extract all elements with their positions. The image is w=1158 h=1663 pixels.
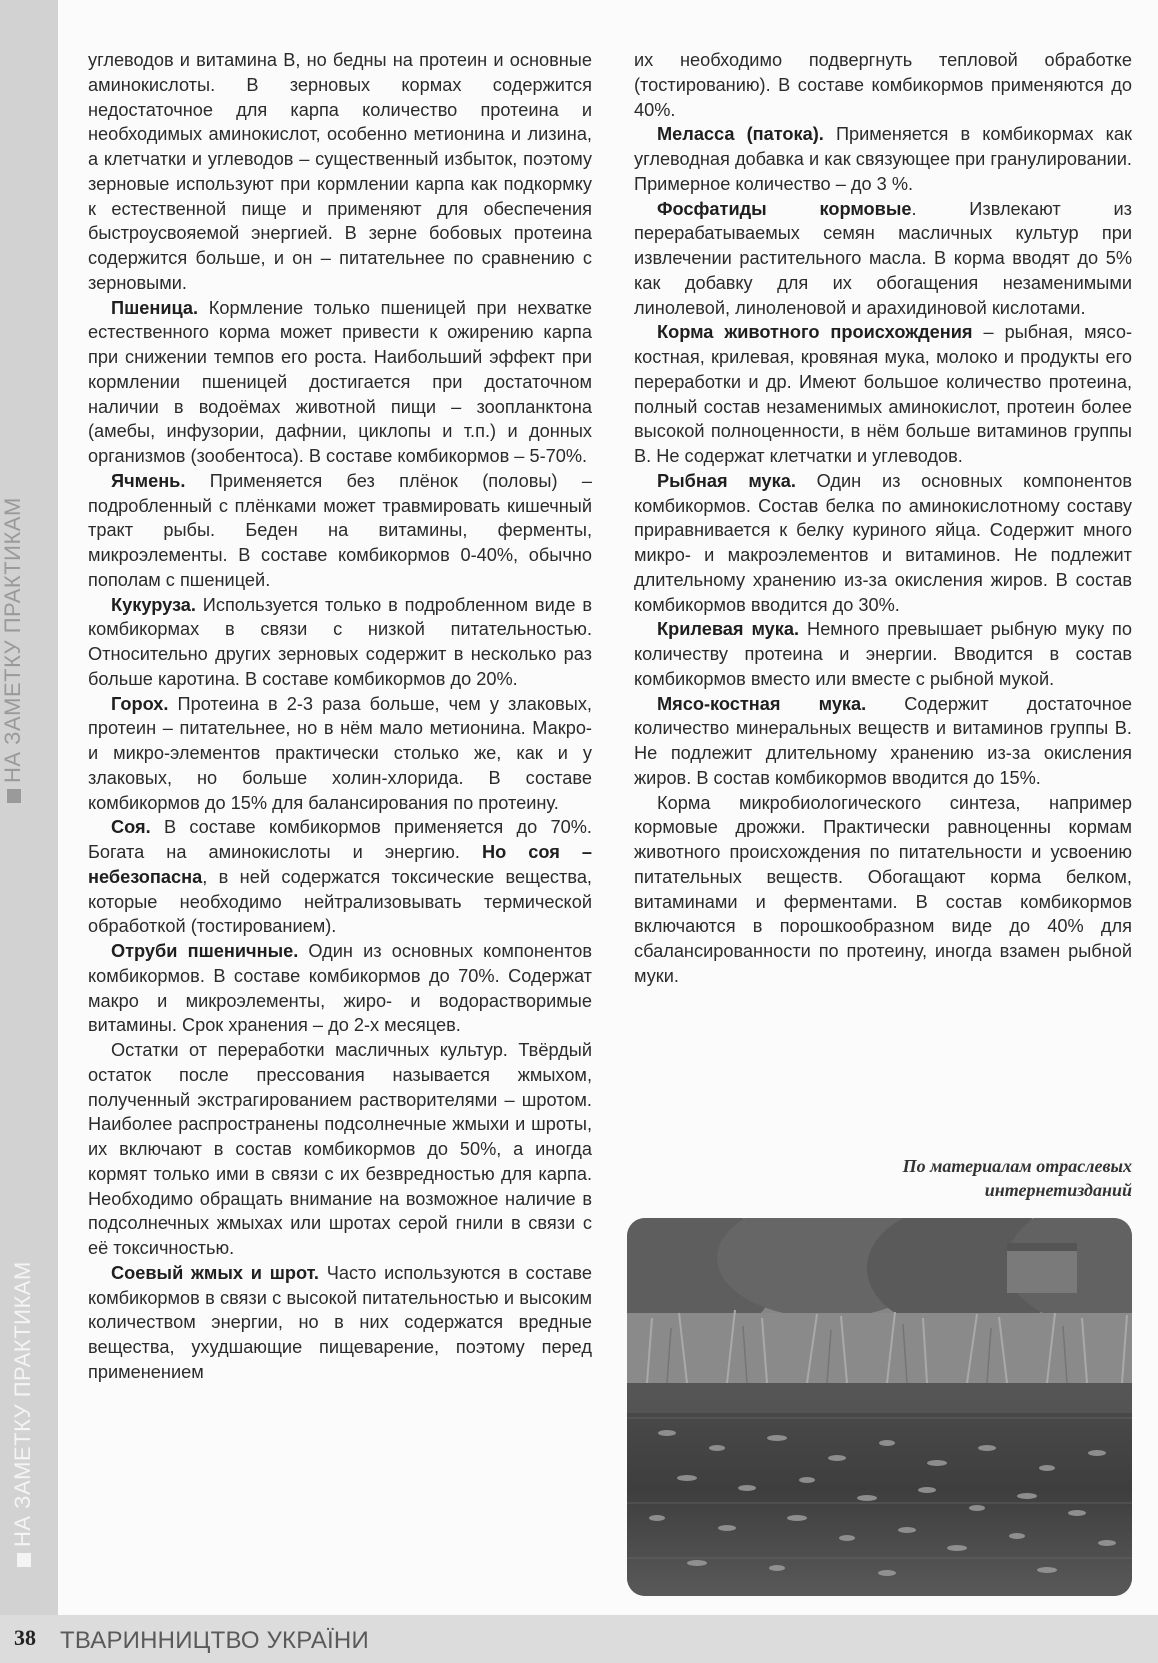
paragraph-heading: Фосфатиды кормовые bbox=[657, 198, 912, 219]
paragraph-heading: Соевый жмых и шрот. bbox=[111, 1262, 319, 1283]
paragraph: Мясо-костная мука. Содержит достаточное количество минеральных веществ и витаминов группы В. Не подлежит длительному хранению из-за окисления жиров. В состав комбикормов вводится до 15%. bbox=[634, 693, 1132, 788]
paragraph-heading: Горох. bbox=[111, 693, 169, 714]
paragraph: Ячмень. Применяется без плёнок (половы) – подробленный с плёнками может травмировать кишечный тракт рыбы. Беден на витамины, ферменты, микроэлементы. В составе комбикормов 0-40%, обычно пополам с пшеницей. bbox=[88, 470, 592, 590]
credit-line: По материалам отраслевых bbox=[902, 1156, 1132, 1176]
paragraph-heading: Пшеница. bbox=[111, 297, 199, 318]
square-icon bbox=[17, 1553, 31, 1567]
source-credit bbox=[760, 1154, 1132, 1202]
paragraph: Отруби пшеничные. Один из основных компонентов комбикормов. В составе комбикормов до 70%. Содержат макро и микроэлементы, жиро- и водорастворимые витамины. Срок хранения – до 2-х месяцев. bbox=[88, 941, 592, 1036]
paragraph-heading: Отруби пшеничные. bbox=[111, 941, 299, 961]
paragraph: их необходимо подвергнуть тепловой обработке (тостированию). В составе комбикормов применяются до 40%. bbox=[634, 50, 1132, 120]
paragraph-heading: Меласса (патока). bbox=[657, 124, 824, 145]
paragraph-heading: Крилевая мука. bbox=[657, 619, 800, 640]
paragraph: Кукуруза. Используется только в подробленном виде в комбикормах в связи с низкой питательностью. Относительно других зерновых содержит в несколько раз больше каротина. В составе комбикормов до 20%. bbox=[88, 594, 592, 689]
paragraph-heading: Рыбная мука. bbox=[657, 470, 796, 491]
paragraph: Крилевая мука. Немного превышает рыбную муку по количеству протеина и энергии. Вводится в состав комбикормов вместо или вместе с рыбной мукой. bbox=[634, 619, 1132, 689]
paragraph: Фосфатиды кормовые. Извлекают из перерабатываемых семян масличных культур при извлечении растительного масла. В корма вводят до 5% как добавку для их обогащения незаменимыми линолевой, линоленовой и арахидиновой кислотами. bbox=[634, 198, 1132, 318]
side-label-faded: НА ЗАМЕТКУ ПРАКТИКАМ bbox=[0, 497, 26, 803]
magazine-title: ТВАРИННИЦТВО УКРАЇНИ bbox=[60, 1627, 369, 1654]
paragraph: Горох. Протеина в 2-3 раза больше, чем у злаковых, протеин – питательнее, но в нём мало метионина. Макро- и микро-элементов практически столько же, как и у злаковых, но больше холин-хлорида. В составе комбикормов до 15% для балансирования по протеину. bbox=[88, 693, 592, 813]
square-icon bbox=[7, 789, 21, 803]
paragraph: углеводов и витамина В, но бедны на протеин и основные аминокислоты. В зерновых кормах содержится недостаточное для карпа количество протеина и необходимых аминокислот, особенно метионина и лизина, а клетчатки и углеводов – существенный избыток, поэтому зерновые используют при кормлении карпа как подкормку к естественной пище и применяют для обеспечения быстроусвояемой энергией. В зерне бобовых протеина содержится больше, и он – питательнее по сравнению с зерновыми. bbox=[88, 50, 592, 293]
paragraph: Корма животного происхождения – рыбная, мясо-костная, крилевая, кровяная мука, молоко и продукты его переработки и др. Имеют большое количество протеина, полный состав незаменимых аминокислот, протеин более высокой полноценности, в нём больше витаминов группы В. Не содержат клетчатки и углеводов. bbox=[634, 322, 1133, 466]
paragraph: Пшеница. Кормление только пшеницей при нехватке естественного корма может привести к ожирению карпа при снижении темпов его роста. Наибольший эффект при кормлении пшеницей достигается при достаточном наличии в водоёмах животной пищи – зоопланктона (амебы, инфузории, дафнии, циклопы и т.п.) и донных организмов (зообентоса). В составе комбикормов – 5-70%. bbox=[88, 297, 592, 466]
page-footer bbox=[0, 1615, 1158, 1663]
paragraph: Меласса (патока). Применяется в комбикормах как углеводная добавка и как связующее при гранулировании. Примерное количество – до 3 %. bbox=[634, 124, 1132, 194]
left-column bbox=[88, 48, 592, 1385]
paragraph-heading: Корма животного происхождения bbox=[657, 322, 973, 343]
paragraph-heading: Мясо-костная мука. bbox=[657, 693, 867, 714]
paragraph-heading: Соя. bbox=[111, 817, 151, 838]
side-label: НА ЗАМЕТКУ ПРАКТИКАМ bbox=[10, 1261, 36, 1567]
paragraph-heading: Кукуруза. bbox=[111, 594, 196, 615]
pond-photo bbox=[627, 1218, 1132, 1596]
paragraph: Соя. В составе комбикормов применяется до 70%. Богата на аминокислоты и энергию. Но соя – небезопасна, в ней содержатся токсические вещества, которые необходимо нейтрализовывать термической обработкой (тостированием). bbox=[88, 817, 592, 937]
paragraph: Корма микробиологического синтеза, например кормовые дрожжи. Практически равноценны кормам животного происхождения по питательности и усвоению питательных веществ. Обогащают корма белком, витаминами и ферментами. В состав комбикормов включаются в порошкообразном виде до 40% для сбалансированности по протеину, иногда взамен рыбной муки. bbox=[634, 792, 1132, 986]
paragraph-emphasis: Но соя – небезопасна bbox=[88, 842, 592, 887]
right-column bbox=[634, 48, 1132, 989]
page-number: 38 bbox=[14, 1625, 36, 1650]
paragraph: Остатки от переработки масличных культур. Твёрдый остаток после прессования называется жмыхом, полученный экстрагированием растворителями – шротом. Наиболее распространены подсолнечные жмыхи и шроты, их включают в состав комбикормов до 50%, а иногда кормят только ими в связи с их безвредностью для карпа. Необходимо обращать внимание на возможное наличие в подсолнечных жмыхах или шротах серой гнили в связи с её токсичностью. bbox=[88, 1040, 592, 1258]
paragraph: Рыбная мука. Один из основных компонентов комбикормов. Состав белка по аминокислотному составу приравнивается к белку куриного яйца. Содержит много микро- и макроэлементов и витаминов. Не подлежит длительному хранению из-за окисления жиров. В состав комбикормов вводится до 30%. bbox=[634, 470, 1132, 615]
paragraph-heading: Ячмень. bbox=[111, 470, 186, 491]
paragraph: Соевый жмых и шрот. Часто используются в составе комбикормов в связи с высокой питательностью и высоким количеством энергии, но в них содержатся вредные вещества, ухудшающие пищеварение, поэтому перед применением bbox=[88, 1262, 592, 1382]
credit-line: интернетизданий bbox=[984, 1180, 1132, 1200]
